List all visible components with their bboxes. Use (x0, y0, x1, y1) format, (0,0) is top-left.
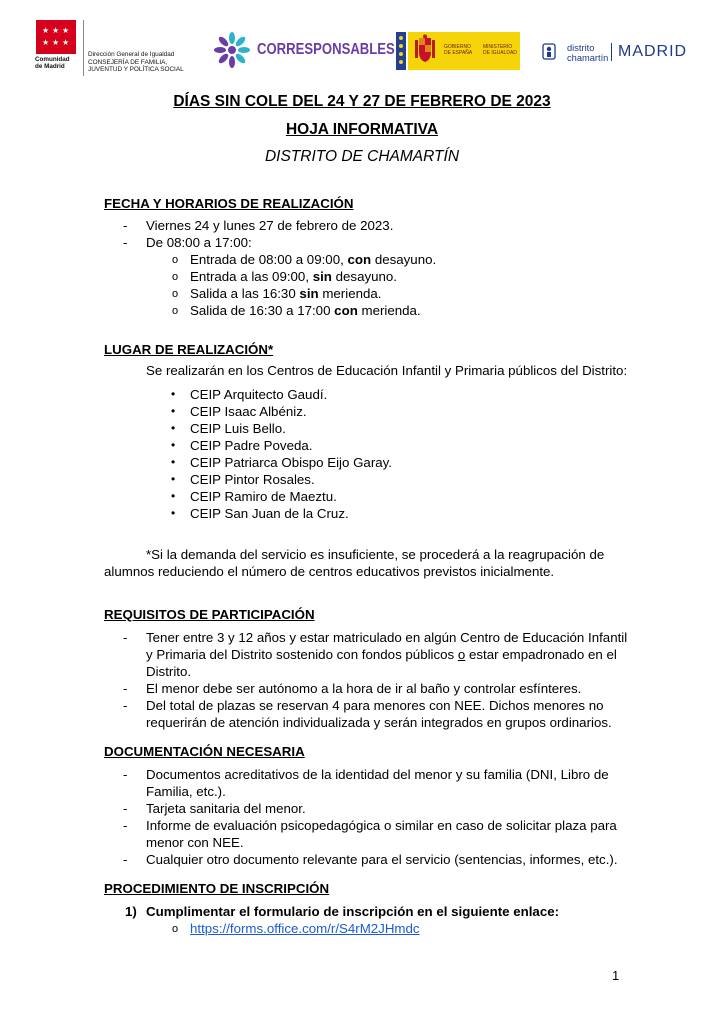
school-item: CEIP San Juan de la Cruz. (190, 506, 349, 521)
school-item: CEIP Luis Bello. (190, 421, 286, 436)
horario-item: Entrada de 08:00 a 09:00, con desayuno. (190, 252, 437, 267)
circle-bullet: o (172, 271, 179, 283)
requisito-line: El menor debe ser autónomo a la hora de ir al baño y controlar esfínteres. (146, 681, 582, 696)
horario-item: Entrada a las 09:00, sin desayuno. (190, 269, 397, 284)
star-icon: ★ (52, 38, 60, 47)
school-item: CEIP Isaac Albéniz. (190, 404, 307, 419)
star-icon: ★ (42, 26, 50, 35)
requisito-line: y Primaria del Distrito sostenido con fondos públicos o estar empadronado en el (146, 647, 617, 662)
circle-bullet: o (172, 305, 179, 317)
fecha-item: Viernes 24 y lunes 27 de febrero de 2023. (146, 218, 394, 233)
lugar-note-line: alumnos reduciendo el número de centros educativos previstos inicialmente. (104, 564, 555, 579)
madrid-bear-icon (542, 42, 556, 60)
document-title: DÍAS SIN COLE DEL 24 Y 27 DE FEBRERO DE 2023 (173, 93, 551, 110)
horario-item: Salida a las 16:30 sin merienda. (190, 286, 382, 301)
documento-line: Informe de evaluación psicopedagógica o similar en caso de solicitar plaza para (146, 818, 617, 833)
comunidad-madrid-flag (36, 20, 76, 54)
eu-flag-strip (396, 32, 406, 70)
madrid-wordmark: MADRID (618, 43, 688, 60)
step-number: 1) (125, 904, 137, 919)
bullet: • (171, 472, 176, 486)
fecha-item: De 08:00 a 17:00: (146, 235, 252, 250)
dash-bullet: - (123, 801, 128, 816)
school-item: CEIP Padre Poveda. (190, 438, 313, 453)
lugar-note-line: *Si la demanda del servicio es insuficiente, se procederá a la reagrupación de (146, 547, 605, 562)
comunidad-madrid-name: Comunidad de Madrid (35, 56, 70, 70)
section-heading-documentacion: DOCUMENTACIÓN NECESARIA (104, 744, 305, 759)
dash-bullet: - (123, 698, 128, 713)
bullet: • (171, 404, 176, 418)
documento-line: menor con NEE. (146, 835, 244, 850)
district-name: DISTRITO DE CHAMARTÍN (264, 148, 460, 165)
direccion-general-text: Dirección General de Igualdad CONSEJERÍA DE FAMILIA, JUVENTUD Y POLÍTICA SOCIAL (88, 51, 184, 74)
dash-bullet: - (123, 218, 128, 233)
bullet: • (171, 421, 176, 435)
dash-bullet: - (123, 235, 128, 250)
step-text: Cumplimentar el formulario de inscripción en el siguiente enlace: (146, 904, 560, 919)
documento-line: Tarjeta sanitaria del menor. (146, 801, 306, 816)
dash-bullet: - (123, 767, 128, 782)
school-item: CEIP Ramiro de Maeztu. (190, 489, 337, 504)
dash-bullet: - (123, 681, 128, 696)
dash-bullet: - (123, 818, 128, 833)
school-item: CEIP Pintor Rosales. (190, 472, 315, 487)
documento-line: Cualquier otro documento relevante para el servicio (sentencias, informes, etc.). (146, 852, 618, 867)
documento-line: Familia, etc.). (146, 784, 226, 799)
bullet: • (171, 387, 176, 401)
bullet: • (171, 506, 176, 520)
dash-bullet: - (123, 630, 128, 645)
requisito-line: Del total de plazas se reservan 4 para menores con NEE. Dichos menores no (146, 698, 604, 713)
requisito-line: Distrito. (146, 664, 192, 679)
distrito-chamartin-text: distrito chamartín (567, 43, 609, 63)
inscription-form-link[interactable]: https://forms.office.com/r/S4rM2JHmdc (190, 921, 420, 936)
ministerio-text: MINISTERIO DE IGUALDAD (483, 44, 517, 56)
bullet: • (171, 455, 176, 469)
document-subtitle: HOJA INFORMATIVA (285, 121, 439, 138)
corresponsables-flower-icon (213, 31, 251, 69)
section-heading-procedimiento: PROCEDIMIENTO DE INSCRIPCIÓN (104, 881, 330, 896)
section-heading-requisitos: REQUISITOS DE PARTICIPACIÓN (104, 607, 315, 622)
gobierno-text: GOBIERNO DE ESPAÑA (444, 44, 473, 56)
section-heading-fecha: FECHA Y HORARIOS DE REALIZACIÓN (104, 196, 354, 211)
circle-bullet: o (172, 288, 179, 300)
spain-coat-of-arms-icon (414, 34, 436, 64)
star-icon: ★ (62, 26, 70, 35)
dash-bullet: - (123, 852, 128, 867)
page-number: 1 (612, 968, 620, 983)
corresponsables-logo-text: CORRESPONSABLES (257, 41, 395, 58)
star-icon: ★ (52, 26, 60, 35)
bullet: • (171, 438, 176, 452)
bullet: • (171, 489, 176, 503)
logo-divider (83, 20, 84, 76)
section-heading-lugar: LUGAR DE REALIZACIÓN* (104, 342, 274, 357)
school-item: CEIP Patriarca Obispo Eijo Garay. (190, 455, 392, 470)
circle-bullet: o (172, 254, 179, 266)
documento-line: Documentos acreditativos de la identidad del menor y su familia (DNI, Libro de (146, 767, 609, 782)
circle-bullet: o (172, 923, 179, 935)
requisito-line: requerirán de atención individualizada y serán integrados en grupos ordinarios. (146, 715, 612, 730)
requisito-line: Tener entre 3 y 12 años y estar matriculado en algún Centro de Educación Infantil (146, 630, 628, 645)
star-icon: ★ (62, 38, 70, 47)
star-icon: ★ (42, 38, 50, 47)
horario-item: Salida de 16:30 a 17:00 con merienda. (190, 303, 421, 318)
madrid-divider (611, 43, 612, 61)
lugar-intro: Se realizarán en los Centros de Educación Infantil y Primaria públicos del Distrito: (146, 363, 628, 378)
school-item: CEIP Arquitecto Gaudí. (190, 387, 328, 402)
